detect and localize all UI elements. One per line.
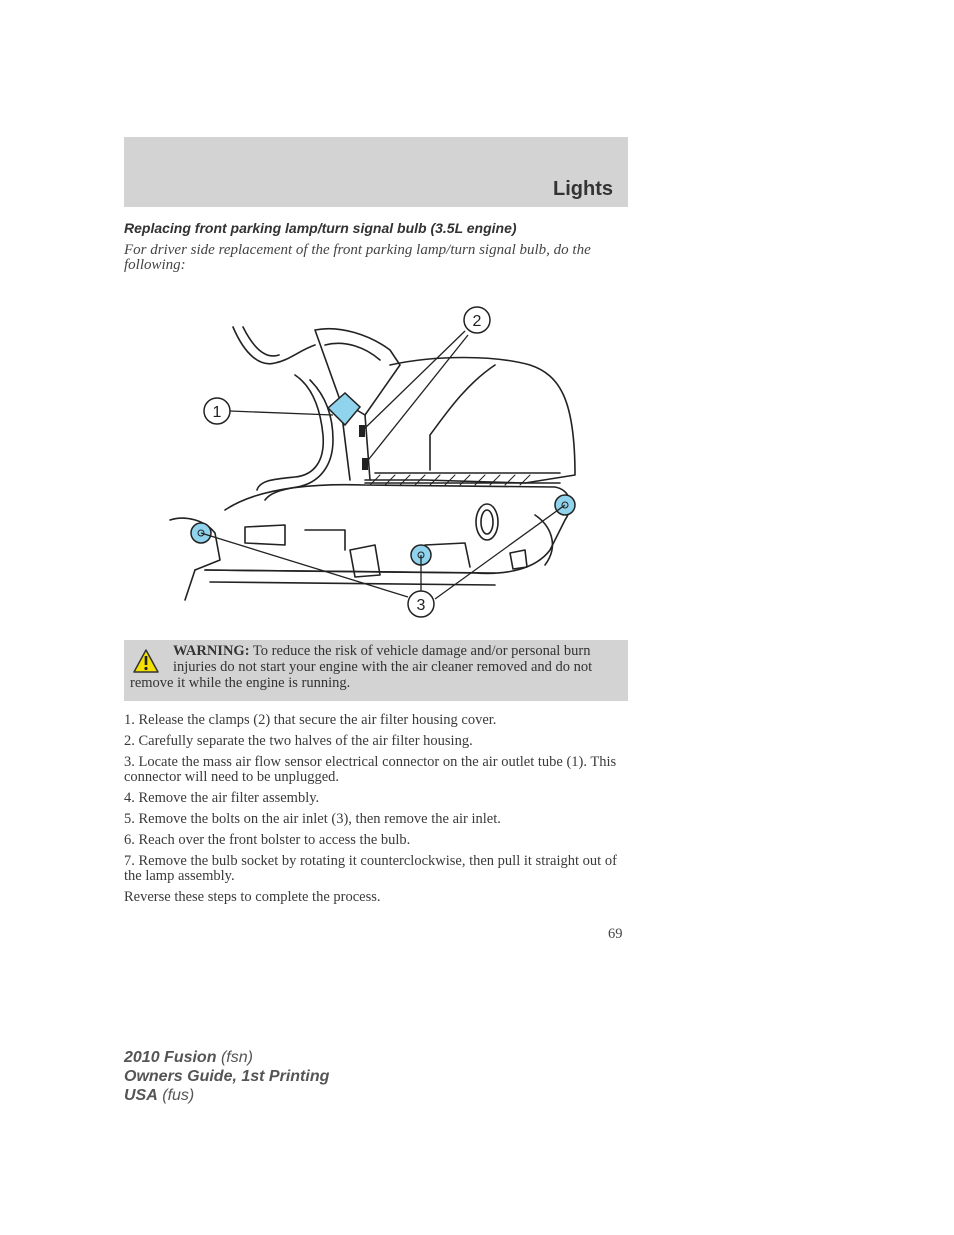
engine-air-cleaner-diagram (165, 305, 585, 625)
warning-body: To reduce the risk of vehicle damage and/or personal burn injuries do not start your engine with the air cleaner removed and do not remove it while the engine is running. (130, 643, 593, 691)
svg-text:3: 3 (416, 597, 426, 614)
procedure-steps (124, 713, 624, 911)
page-number: 69 (608, 926, 623, 942)
footer-line-1: 2010 Fusion (fsn) (124, 1049, 253, 1066)
footer-line-2: Owners Guide, 1st Printing (124, 1068, 330, 1085)
warning-label: WARNING: (173, 643, 250, 659)
section-heading: Replacing front parking lamp/turn signal bulb (3.5L engine) (124, 220, 517, 236)
footer (124, 1048, 329, 1105)
callout-1 (204, 398, 230, 424)
svg-text:2: 2 (472, 313, 482, 330)
footer-line-3: USA (fus) (124, 1087, 195, 1104)
step-3: 3. Locate the mass air flow sensor electrical connector on the air outlet tube (1). This connector will need to be unplugged. (124, 754, 617, 785)
step-4: 4. Remove the air filter assembly. (124, 790, 320, 806)
callout-3 (408, 591, 434, 617)
step-1: 1. Release the clamps (2) that secure the air filter housing cover. (124, 712, 497, 728)
intro-text: For driver side replacement of the front parking lamp/turn signal bulb, do the following: (124, 242, 591, 273)
callout-2 (464, 307, 490, 333)
step-2: 2. Carefully separate the two halves of the air filter housing. (124, 733, 473, 749)
warning-box (124, 640, 628, 701)
closing-text: Reverse these steps to complete the process. (124, 889, 381, 905)
step-5: 5. Remove the bolts on the air inlet (3), then remove the air inlet. (124, 811, 501, 827)
warning-text (130, 643, 620, 691)
svg-text:1: 1 (212, 404, 222, 421)
section-header-band (124, 137, 628, 207)
page-title: Lights (553, 178, 613, 200)
step-7: 7. Remove the bulb socket by rotating it counterclockwise, then pull it straight out of the lamp assembly. (124, 853, 617, 884)
step-6: 6. Reach over the front bolster to access the bulb. (124, 832, 411, 848)
